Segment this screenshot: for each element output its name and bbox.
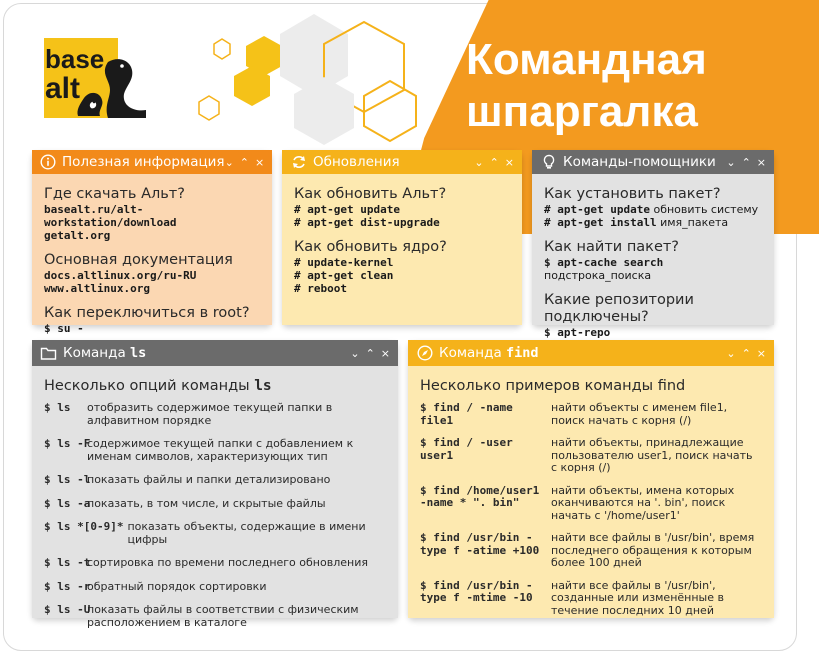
- chevron-down-icon[interactable]: ⌄: [474, 155, 484, 169]
- seals-logo-icon: [74, 54, 159, 126]
- card-useful-info: [32, 150, 272, 335]
- card-title: Обновления: [313, 154, 400, 170]
- card-updates: [282, 150, 522, 325]
- chevron-up-icon[interactable]: ⌃: [741, 155, 751, 169]
- info-icon: [40, 154, 56, 171]
- link: getalt.org: [44, 229, 111, 242]
- command: $ apt-cache search подстрока_поиска: [544, 256, 664, 282]
- list-item: $ ls -F содержимое текущей папки с добавлением к именам символов, характеризующих тип: [44, 437, 354, 463]
- list-item: $ find /usr/bin -type f -mtime -10 найти все файлы в '/usr/bin', созданные или изменённые в течение последних 10 дней: [420, 578, 724, 617]
- close-icon[interactable]: ×: [380, 346, 390, 360]
- list-item: $ find /home/user1 -name * ". bin" найти объекты, имена которых оканчиваются на '. bin', поиск начать с '/home/user1': [420, 483, 735, 522]
- card-header: [32, 340, 398, 366]
- command: # apt-get dist-upgrade: [294, 216, 440, 229]
- card-header: [32, 150, 272, 174]
- card-header: [408, 340, 774, 366]
- command: # apt-get clean: [294, 269, 394, 282]
- lightbulb-icon: [540, 154, 557, 171]
- card-header: [532, 150, 774, 174]
- question: Как установить пакет?: [544, 186, 721, 202]
- chevron-up-icon[interactable]: ⌃: [489, 155, 499, 169]
- chevron-down-icon[interactable]: ⌄: [224, 155, 234, 169]
- list-item: $ ls отобразить содержимое текущей папки в алфавитном порядке: [44, 401, 333, 427]
- card-title: Команды-помощники: [563, 154, 716, 170]
- link: docs.altlinux.org/ru-RU: [44, 269, 197, 282]
- list-item: $ find / -name file1 найти объекты с именем file1, поиск начать с корня (/): [420, 401, 728, 427]
- list-item: $ ls -a показать, в том числе, и скрытые файлы: [44, 496, 326, 510]
- command: $ apt-repo: [544, 326, 611, 339]
- list-item: $ find / -user user1 найти объекты, принадлежащие пользователю user1, поиск начать с корня (/): [420, 436, 753, 474]
- title-line-2: шпаргалка: [466, 87, 698, 136]
- card-ls-command: [32, 340, 398, 629]
- chevron-up-icon[interactable]: ⌃: [365, 346, 375, 360]
- command: # reboot: [294, 282, 347, 295]
- question: Какие репозитории подключены?: [544, 292, 694, 325]
- card-helper-commands: [532, 150, 774, 339]
- command: # update-kernel: [294, 256, 394, 269]
- question: Как обновить Альт?: [294, 186, 447, 202]
- question: Как найти пакет?: [544, 239, 680, 255]
- list-item: $ ls *[0-9]* показать объекты, содержащие в имени цифры: [44, 520, 366, 546]
- command: $ su -: [44, 322, 84, 335]
- card-subtitle: Несколько опций команды ls: [44, 378, 272, 394]
- logo-text-alt: alt: [45, 72, 81, 105]
- question: Как обновить ядро?: [294, 239, 447, 255]
- close-icon[interactable]: ×: [756, 346, 766, 360]
- command: # apt-get install имя_пакета: [544, 216, 729, 229]
- list-item: $ find /usr/bin -type f -atime +100 найти все файлы в '/usr/bin', время последнего обращения к которым более 100 дней: [420, 531, 755, 569]
- card-body: [532, 174, 774, 339]
- chevron-down-icon[interactable]: ⌄: [726, 155, 736, 169]
- chevron-down-icon[interactable]: ⌄: [726, 346, 736, 360]
- question: Где скачать Альт?: [44, 186, 185, 202]
- card-body: [282, 174, 522, 325]
- logo-text-base: base: [45, 44, 105, 74]
- close-icon[interactable]: ×: [756, 155, 766, 169]
- card-title: Полезная информация: [62, 154, 225, 170]
- link: basealt.ru/alt-workstation/download: [44, 203, 177, 229]
- chevron-down-icon[interactable]: ⌄: [350, 346, 360, 360]
- list-item: $ ls -l показать файлы и папки детализировано: [44, 473, 331, 486]
- folder-icon: [40, 345, 57, 362]
- compass-icon: [416, 345, 433, 362]
- card-subtitle: Несколько примеров команды find: [420, 378, 686, 394]
- link: www.altlinux.org: [44, 282, 150, 295]
- card-body: [408, 366, 774, 618]
- card-title: Команда ls: [63, 345, 147, 361]
- question: Как переключиться в root?: [44, 305, 250, 321]
- close-icon[interactable]: ×: [504, 155, 514, 169]
- command: # apt-get update: [294, 203, 400, 216]
- card-find-command: [408, 340, 774, 618]
- card-header: [282, 150, 522, 174]
- cheatsheet-poster: [3, 3, 797, 651]
- card-body: [32, 174, 272, 335]
- list-item: $ ls -U показать файлы в соответствии с физическим расположением в каталоге: [44, 603, 359, 629]
- decorative-hexagons: [194, 4, 434, 154]
- refresh-icon: [290, 154, 307, 171]
- close-icon[interactable]: ×: [255, 155, 265, 169]
- chevron-up-icon[interactable]: ⌃: [239, 155, 249, 169]
- list-item: $ ls -t сортировка по времени последнего обновления: [44, 556, 368, 569]
- card-title: Команда find: [439, 345, 539, 361]
- card-body: [32, 366, 398, 629]
- title-line-1: Командная: [466, 35, 707, 84]
- page-title: [466, 34, 786, 138]
- chevron-up-icon[interactable]: ⌃: [741, 346, 751, 360]
- question: Основная документация: [44, 252, 233, 268]
- command: # apt-get update обновить систему: [544, 203, 759, 216]
- list-item: $ ls -r обратный порядок сортировки: [44, 579, 267, 593]
